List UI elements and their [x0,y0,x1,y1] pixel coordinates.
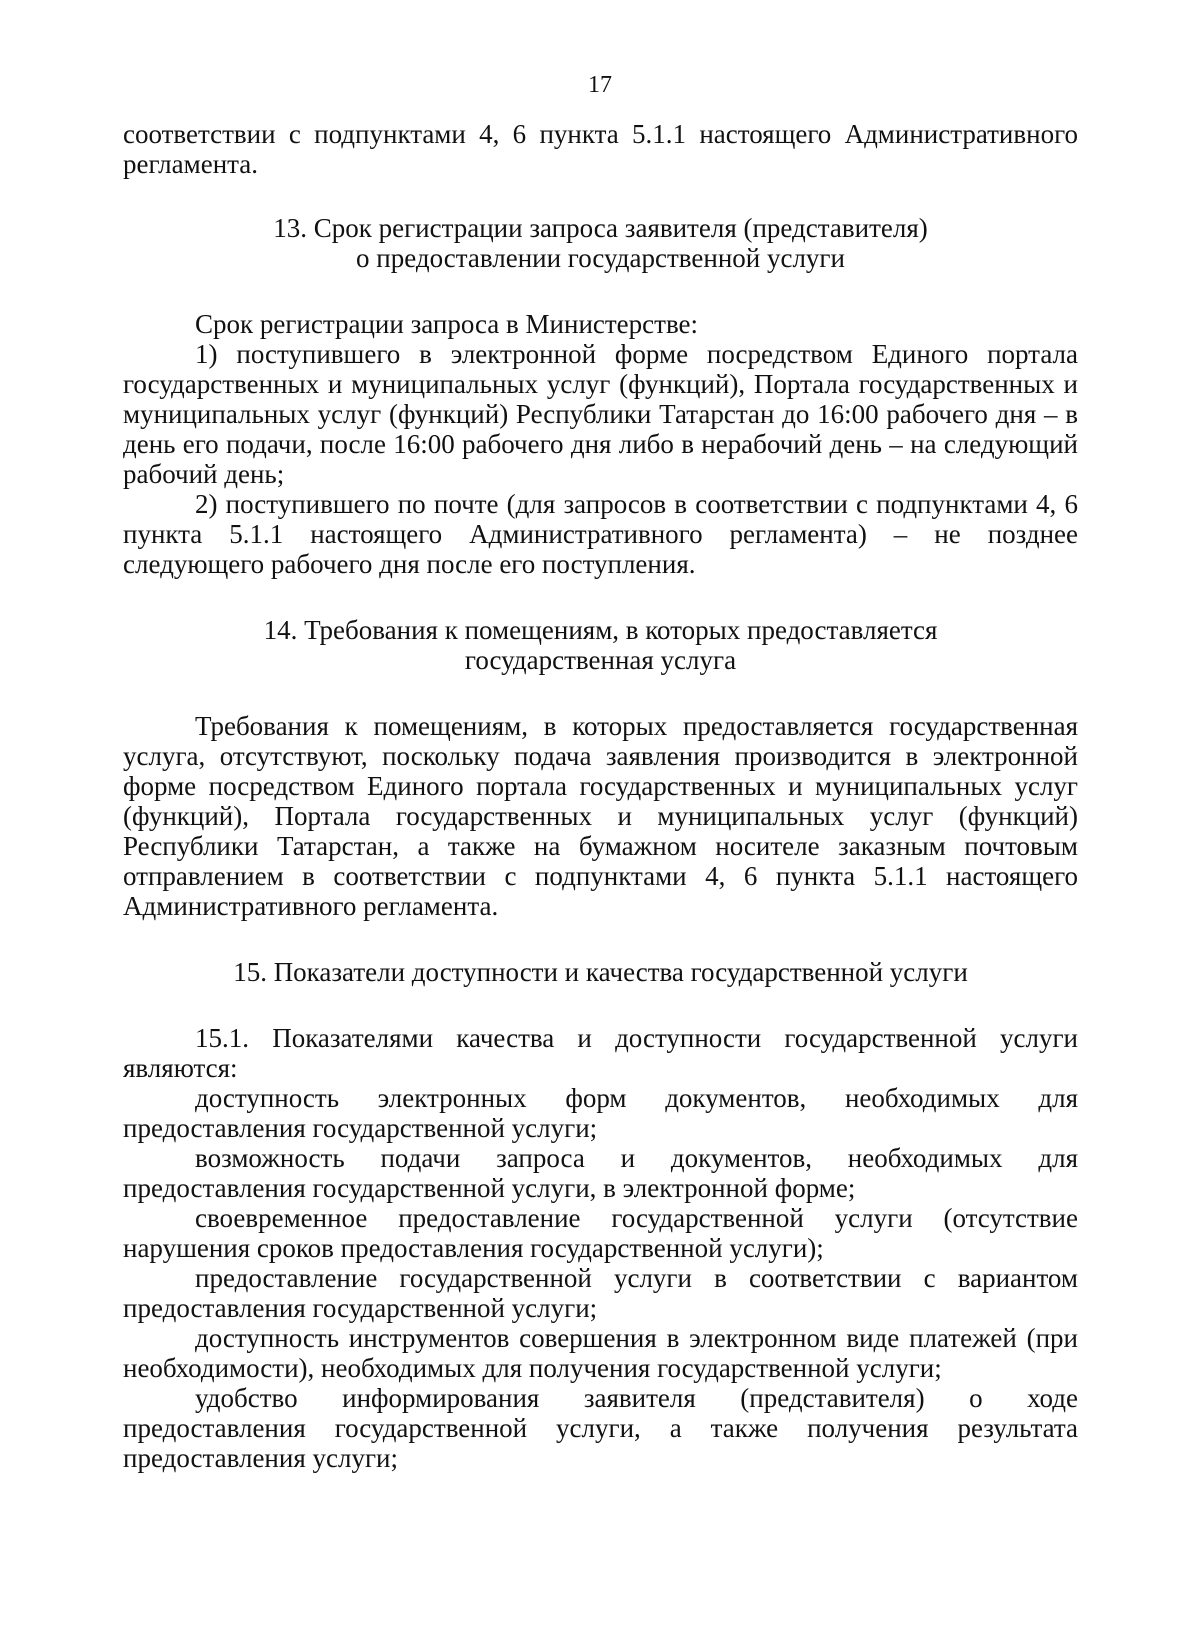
section-15-heading [123,957,1078,987]
section-15-heading-line: 15. Показатели доступности и качества государственной услуги [233,957,968,987]
section-13-heading-line-1: 13. Срок регистрации запроса заявителя (представителя) [273,213,928,243]
section-13-heading-line-2: о предоставлении государственной услуги [356,243,845,273]
section-15-item: доступность электронных форм документов, необходимых для предоставления государственной услуги; [123,1083,1078,1143]
section-15-item: удобство информирования заявителя (представителя) о ходе предоставления государственной услуги, а также получения результата предоставления услуги; [123,1383,1078,1473]
section-13-lead: Срок регистрации запроса в Министерстве: [195,309,699,339]
section-15-item: возможность подачи запроса и документов, необходимых для предоставления государственной услуги, в электронной форме; [123,1143,1078,1203]
section-15-lead: 15.1. Показателями качества и доступности государственной услуги являются: [123,1023,1078,1083]
section-14-paragraph: Требования к помещениям, в которых предоставляется государственная услуга, отсутствуют, поскольку подача заявления производится в электронной форме посредством Единого портала государственных и муниципальных услуг (функций), Портала государственных и муниципальных услуг (функций) Республики Татарстан, а также на бумажном носителе заказным почтовым отправлением в соответствии с подпунктами 4, 6 пункта 5.1.1 настоящего Административного регламента. [123,711,1078,921]
section-14-heading-line-1: 14. Требования к помещениям, в которых предоставляется [263,615,938,645]
intro-paragraph: соответствии с подпунктами 4, 6 пункта 5.1.1 настоящего Административного регламента. [123,119,1078,179]
section-15-item: доступность инструментов совершения в электронном виде платежей (при необходимости), необходимых для получения государственной услуги; [123,1323,1078,1383]
section-13-item-1: 1) поступившего в электронной форме посредством Единого портала государственных и муниципальных услуг (функций), Портала государственных и муниципальных услуг (функций) Республики Татарстан до 16:00 рабочего дня – в день его подачи, после 16:00 рабочего дня либо в нерабочий день – на следующий рабочий день; [123,339,1078,489]
section-15-item: предоставление государственной услуги в соответствии с вариантом предоставления государственной услуги; [123,1263,1078,1323]
section-13-item-2: 2) поступившего по почте (для запросов в соответствии с подпунктами 4, 6 пункта 5.1.1 настоящего Административного регламента) – не позднее следующего рабочего дня после его поступления. [123,489,1078,579]
page-content [123,119,1078,1473]
page-number: 17 [588,72,612,98]
section-13-heading [123,213,1078,273]
section-14-heading [123,615,1078,675]
section-15-item: своевременное предоставление государственной услуги (отсутствие нарушения сроков предоставления государственной услуги); [123,1203,1078,1263]
section-14-heading-line-2: государственная услуга [464,645,737,675]
